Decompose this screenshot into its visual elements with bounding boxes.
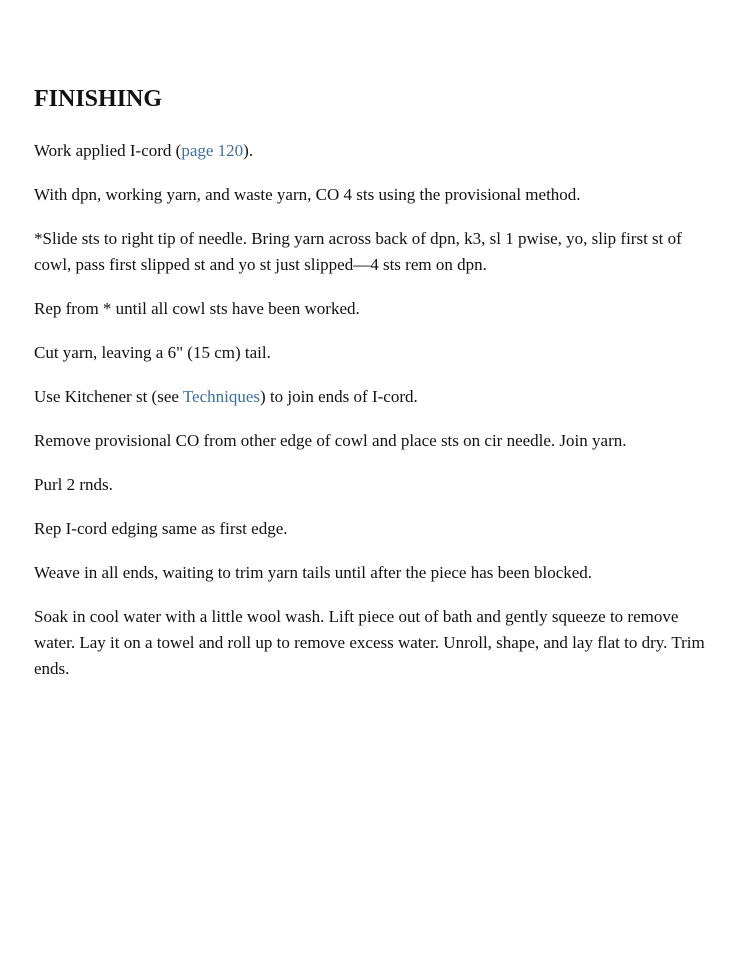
paragraph-text: Work applied I-cord (: [34, 141, 182, 160]
paragraph-purl: Purl 2 rnds.: [34, 475, 113, 494]
section-heading: FINISHING: [34, 86, 163, 112]
techniques-link[interactable]: Techniques: [182, 387, 261, 406]
paragraph-remove-co: Remove provisional CO from other edge of cowl and place sts on cir needle. Join yarn.: [34, 431, 627, 450]
paragraph-cast-on: With dpn, working yarn, and waste yarn, CO 4 sts using the provisional method.: [34, 185, 581, 204]
paragraph-text: ) to join ends of I-cord.: [260, 387, 418, 406]
paragraph-text: Use Kitchener st (see: [34, 387, 183, 406]
paragraph-weave-ends: Weave in all ends, waiting to trim yarn tails until after the piece has been blocked.: [34, 563, 593, 582]
paragraph-repeat: Rep from * until all cowl sts have been worked.: [34, 299, 360, 318]
paragraph-text: ).: [243, 141, 254, 160]
paragraph-blocking: Soak in cool water with a little wool wash. Lift piece out of bath and gently squeeze to remove water. Lay it on a towel and roll up to remove excess water. Unroll, shape, and lay flat to dry. Trim ends.: [34, 607, 705, 678]
page-120-link[interactable]: page 120: [181, 141, 244, 160]
paragraph-kitchener: [34, 384, 714, 410]
paragraph-slide-sts: *Slide sts to right tip of needle. Bring yarn across back of dpn, k3, sl 1 pwise, yo, slip first st of cowl, pass first slipped st and yo st just slipped—4 sts rem on dpn.: [34, 229, 682, 274]
paragraph-rep-edging: Rep I-cord edging same as first edge.: [34, 519, 288, 538]
paragraph-cut-yarn: Cut yarn, leaving a 6" (15 cm) tail.: [34, 343, 271, 362]
paragraph-icord: [34, 138, 714, 164]
page-content: [34, 82, 714, 700]
